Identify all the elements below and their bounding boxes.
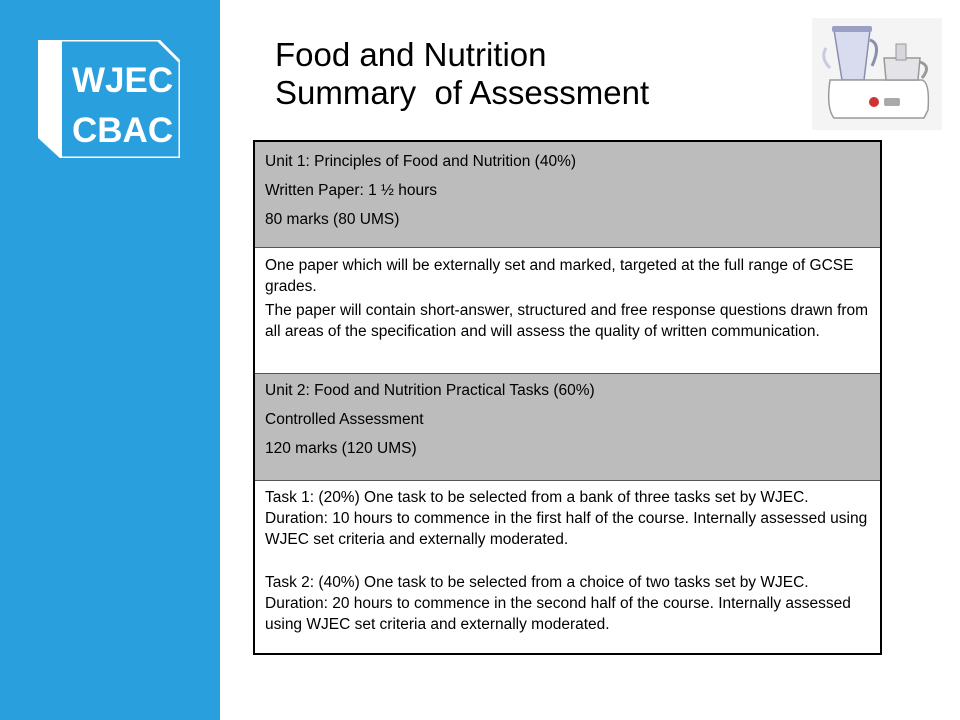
title-line-2: Summary of Assessment [275, 74, 650, 111]
unit1-summary-cell [255, 142, 880, 248]
unit1-details-para2: The paper will contain short-answer, structured and free response questions drawn from all areas of the specification and will assess the quality of written communication. [265, 302, 869, 340]
unit1-title: Unit 1: Principles of Food and Nutrition (40%) [265, 153, 577, 170]
food-processor-image [812, 18, 942, 130]
food-processor-icon [812, 18, 942, 130]
unit2-marks: 120 marks (120 UMS) [265, 440, 417, 457]
logo-line1: WJEC [72, 61, 174, 100]
unit2-task2: Task 2: (40%) One task to be selected from a choice of two tasks set by WJEC. Duration: 20 hours to commence in the second half of the course. Internally assessed using WJEC set criteria and externally moderated. [265, 574, 851, 633]
unit2-title: Unit 2: Food and Nutrition Practical Tasks (60%) [265, 382, 595, 399]
sidebar [0, 0, 220, 720]
unit1-details-cell [255, 248, 880, 374]
wjec-cbac-logo [38, 40, 180, 158]
assessment-summary-table [253, 140, 882, 655]
unit2-assessment: Controlled Assessment [265, 411, 424, 428]
logo-line2: CBAC [72, 111, 174, 150]
title-line-1: Food and Nutrition [275, 36, 547, 73]
unit2-details-cell [255, 481, 880, 653]
unit1-marks: 80 marks (80 UMS) [265, 211, 400, 228]
unit2-summary-cell [255, 374, 880, 481]
unit2-task1: Task 1: (20%) One task to be selected from a bank of three tasks set by WJEC. Duration: 10 hours to commence in the first half of the course. Internally assessed using WJEC set criteria and externally moderated. [265, 489, 868, 548]
unit1-paper: Written Paper: 1 ½ hours [265, 182, 438, 199]
unit1-details-para1: One paper which will be externally set and marked, targeted at the full range of GCSE grades. [265, 257, 854, 295]
logo-icon [38, 40, 180, 158]
page-title [275, 36, 649, 112]
